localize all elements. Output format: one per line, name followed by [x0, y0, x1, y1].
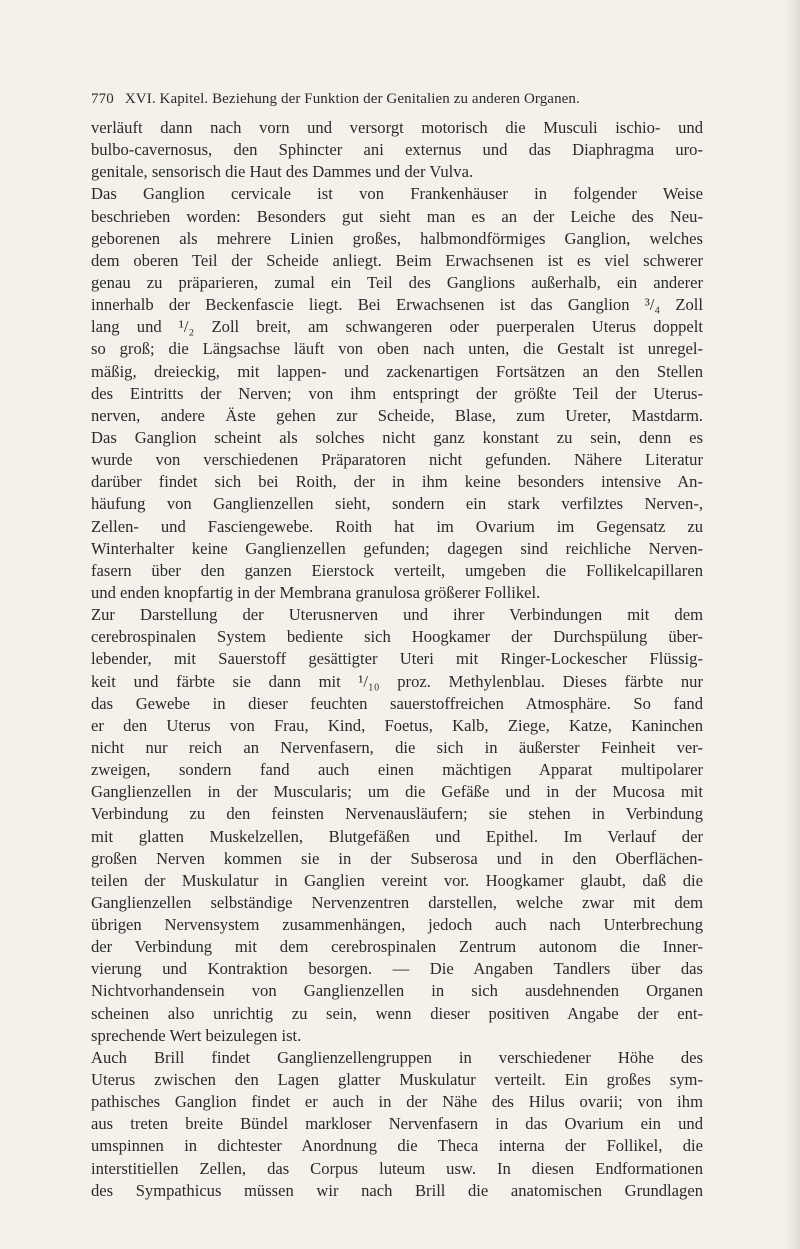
text-line: Das Ganglion scheint als solches nicht ganz konstant zu sein, denn es	[91, 427, 703, 447]
text-line: Nichtvorhandensein von Ganglienzellen in sich ausdehnenden Organen	[91, 981, 703, 1001]
running-header	[91, 91, 711, 108]
text-line: mäßig, dreieckig, mit lappen- und zackenartigen Fortsätzen an den Stellen	[91, 361, 703, 381]
text-line: aus treten breite Bündel markloser Nervenfasern in das Ovarium ein und	[91, 1114, 703, 1134]
page-number: 770	[91, 91, 114, 107]
text-line: so groß; die Längsachse läuft von oben nach unten, die Gestalt ist unregel-	[91, 339, 703, 359]
running-title: XVI. Kapitel. Beziehung der Funktion der Genitalien zu anderen Organen.	[124, 91, 580, 107]
text-line: mit glatten Muskelzellen, Blutgefäßen und Epithel. Im Verlauf der	[91, 826, 703, 846]
text-line: pathisches Ganglion findet er auch in der Nähe des Hilus ovarii; von ihm	[91, 1092, 703, 1112]
text-line: cerebrospinalen System bediente sich Hoogkamer der Durchspülung über-	[91, 627, 703, 647]
text-line: und enden knopfartig in der Membrana granulosa größerer Follikel.	[91, 582, 541, 602]
text-line: Winterhalter keine Ganglienzellen gefunden; dagegen sind reichliche Nerven-	[91, 538, 703, 558]
text-line: geborenen als mehrere Linien großes, halbmondförmiges Ganglion, welches	[91, 228, 703, 248]
text-line: Das Ganglion cervicale ist von Frankenhäuser in folgender Weise	[91, 184, 703, 204]
text-line: genau zu präparieren, zumal ein Teil des Ganglions außerhalb, ein anderer	[91, 272, 703, 292]
text-line: innerhalb der Beckenfascie liegt. Bei Erwachsenen ist das Ganglion ³/₄ Zoll	[91, 295, 703, 315]
text-line: fasern über den ganzen Eierstock verteilt, umgeben die Follikelcapillaren	[91, 560, 703, 580]
text-line: nicht nur reich an Nervenfasern, die sich in äußerster Feinheit ver-	[91, 737, 703, 757]
text-line: Auch Brill findet Ganglienzellengruppen in verschiedener Höhe des	[91, 1047, 703, 1067]
text-line: scheinen also unrichtig zu sein, wenn dieser positiven Angabe der ent-	[91, 1003, 703, 1023]
text-line: wurde von verschiedenen Präparatoren nicht gefunden. Nähere Literatur	[91, 450, 703, 470]
text-line: Verbindung zu den feinsten Nervenausläufern; sie stehen in Verbindung	[91, 804, 703, 824]
text-line: dem oberen Teil der Scheide anliegt. Beim Erwachsenen ist es viel schwerer	[91, 250, 703, 270]
text-line: vierung und Kontraktion besorgen. — Die Angaben Tandlers über das	[91, 959, 703, 979]
text-line: häufung von Ganglienzellen sieht, sondern ein stark verfilztes Nerven-,	[91, 494, 703, 514]
text-line: darüber findet sich bei Roith, der in ihm keine besonders intensive An-	[91, 472, 703, 492]
text-line: des Sympathicus müssen wir nach Brill die anatomischen Grundlagen	[91, 1180, 703, 1200]
text-line: lebender, mit Sauerstoff gesättigter Uteri mit Ringer-Lockescher Flüssig-	[91, 649, 703, 669]
text-line: Ganglienzellen selbständige Nervenzentren darstellen, welche zwar mit dem	[91, 892, 703, 912]
text-line: lang und ¹/₂ Zoll breit, am schwangeren oder puerperalen Uterus doppelt	[91, 317, 703, 337]
text-line: beschrieben worden: Besonders gut sieht man es an der Leiche des Neu-	[91, 206, 703, 226]
text-line: interstitiellen Zellen, das Corpus luteum usw. In diesen Endformationen	[91, 1158, 703, 1178]
text-line: des Eintritts der Nerven; von ihm entspringt der größte Teil der Uterus-	[91, 383, 703, 403]
body-text	[91, 117, 703, 1202]
text-line: Zellen- und Fasciengewebe. Roith hat im Ovarium im Gegensatz zu	[91, 516, 703, 536]
text-line: teilen der Muskulatur in Ganglien vereint vor. Hoogkamer glaubt, daß die	[91, 870, 703, 890]
text-line: zweigen, sondern fand auch einen mächtigen Apparat multipolarer	[91, 760, 703, 780]
page-edge-shadow	[786, 0, 800, 1249]
text-line: bulbo-cavernosus, den Sphincter ani externus und das Diaphragma uro-	[91, 140, 703, 160]
text-line: übrigen Nervensystem zusammenhängen, jedoch auch nach Unterbrechung	[91, 915, 703, 935]
text-line: er den Uterus von Frau, Kind, Foetus, Kalb, Ziege, Katze, Kaninchen	[91, 715, 703, 735]
text-line: genitale, sensorisch die Haut des Dammes und der Vulva.	[91, 162, 474, 182]
text-line: der Verbindung mit dem cerebrospinalen Zentrum autonom die Inner-	[91, 937, 703, 957]
text-line: das Gewebe in dieser feuchten sauerstoffreichen Atmosphäre. So fand	[91, 693, 703, 713]
text-line: keit und färbte sie dann mit ¹/₁₀ proz. Methylenblau. Dieses färbte nur	[91, 671, 703, 691]
text-line: verläuft dann nach vorn und versorgt motorisch die Musculi ischio- und	[91, 118, 703, 137]
text-line: nerven, andere Äste gehen zur Scheide, Blase, zum Ureter, Mastdarm.	[91, 405, 703, 425]
text-line: sprechende Wert beizulegen ist.	[91, 1025, 302, 1045]
text-line: umspinnen in dichtester Anordnung die Theca interna der Follikel, die	[91, 1136, 703, 1156]
text-line: Ganglienzellen in der Muscularis; um die Gefäße und in der Mucosa mit	[91, 782, 703, 802]
text-line: Uterus zwischen den Lagen glatter Muskulatur verteilt. Ein großes sym-	[91, 1070, 703, 1090]
text-line: großen Nerven kommen sie in der Subserosa und in den Oberflächen-	[91, 848, 703, 868]
text-line: Zur Darstellung der Uterusnerven und ihrer Verbindungen mit dem	[91, 605, 703, 625]
